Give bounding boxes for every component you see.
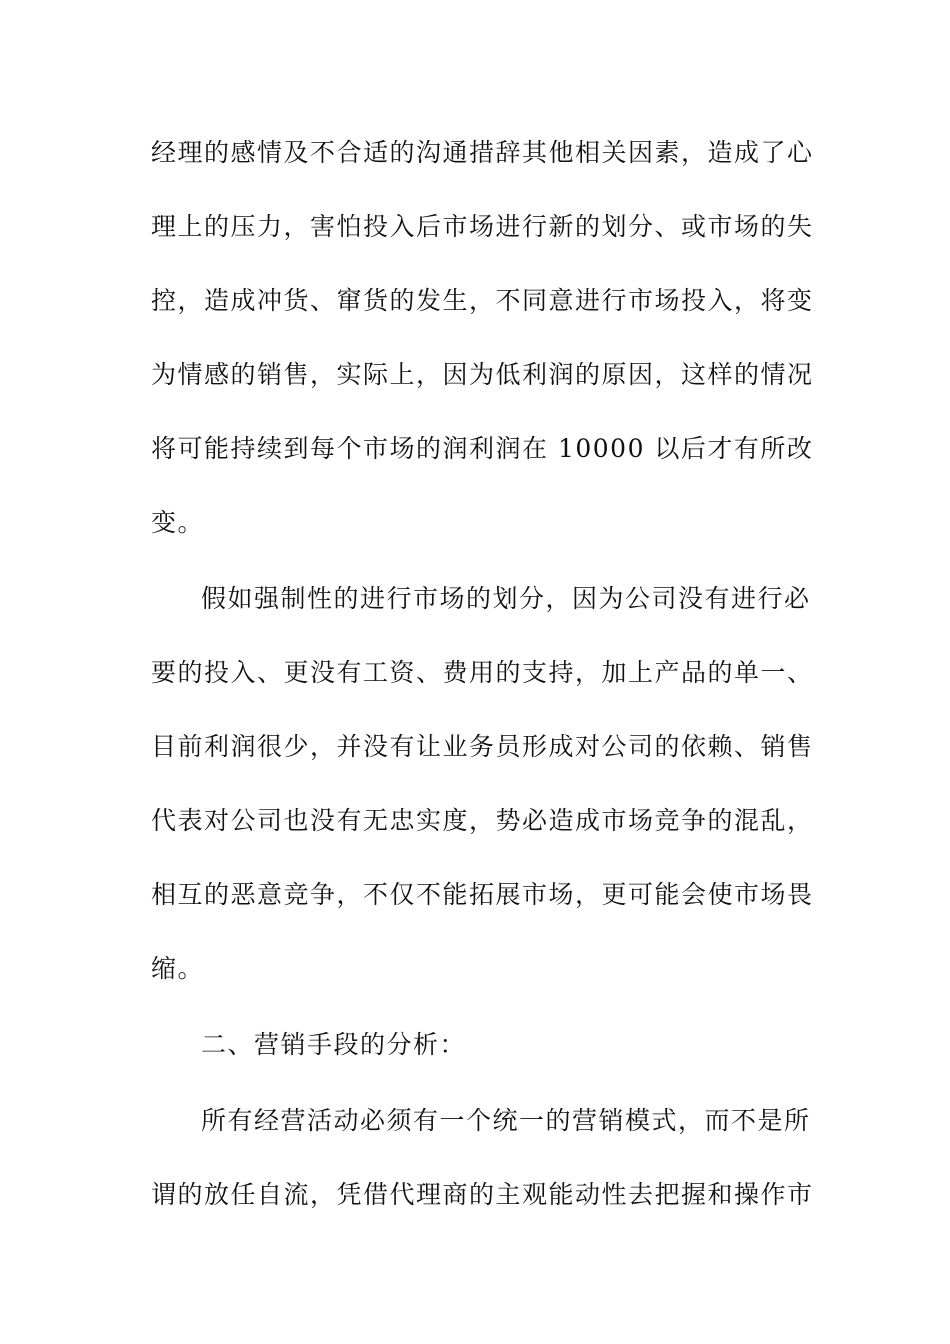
paragraph-start-line: 所有经营活动必须有一个统一的营销模式，而不是所 bbox=[201, 1106, 811, 1135]
text-line: 相互的恶意竞争，不仅不能拓展市场，更可能会使市场畏 bbox=[151, 880, 814, 909]
text-line: 为情感的销售，实际上，因为低利润的原因，这样的情况 bbox=[151, 360, 814, 389]
text-line: 变。 bbox=[151, 508, 205, 537]
text-line: 经理的感情及不合适的沟通措辞其他相关因素，造成了心 bbox=[151, 138, 814, 167]
paragraph-start-line: 假如强制性的进行市场的划分，因为公司没有进行必 bbox=[201, 584, 811, 613]
text-line: 控，造成冲货、窜货的发生，不同意进行市场投入，将变 bbox=[151, 286, 814, 315]
text-line: 谓的放任自流，凭借代理商的主观能动性去把握和操作市 bbox=[151, 1180, 814, 1209]
section-heading: 二、营销手段的分析： bbox=[201, 1030, 467, 1059]
text-line: 代表对公司也没有无忠实度，势必造成市场竞争的混乱， bbox=[151, 806, 814, 835]
text-line: 要的投入、更没有工资、费用的支持，加上产品的单一、 bbox=[151, 658, 814, 687]
text-line: 将可能持续到每个市场的润利润在 10000 以后才有所改 bbox=[151, 434, 814, 463]
text-line: 目前利润很少，并没有让业务员形成对公司的依赖、销售 bbox=[151, 732, 814, 761]
text-line: 理上的压力，害怕投入后市场进行新的划分、或市场的失 bbox=[151, 212, 814, 241]
text-line: 缩。 bbox=[151, 954, 205, 983]
